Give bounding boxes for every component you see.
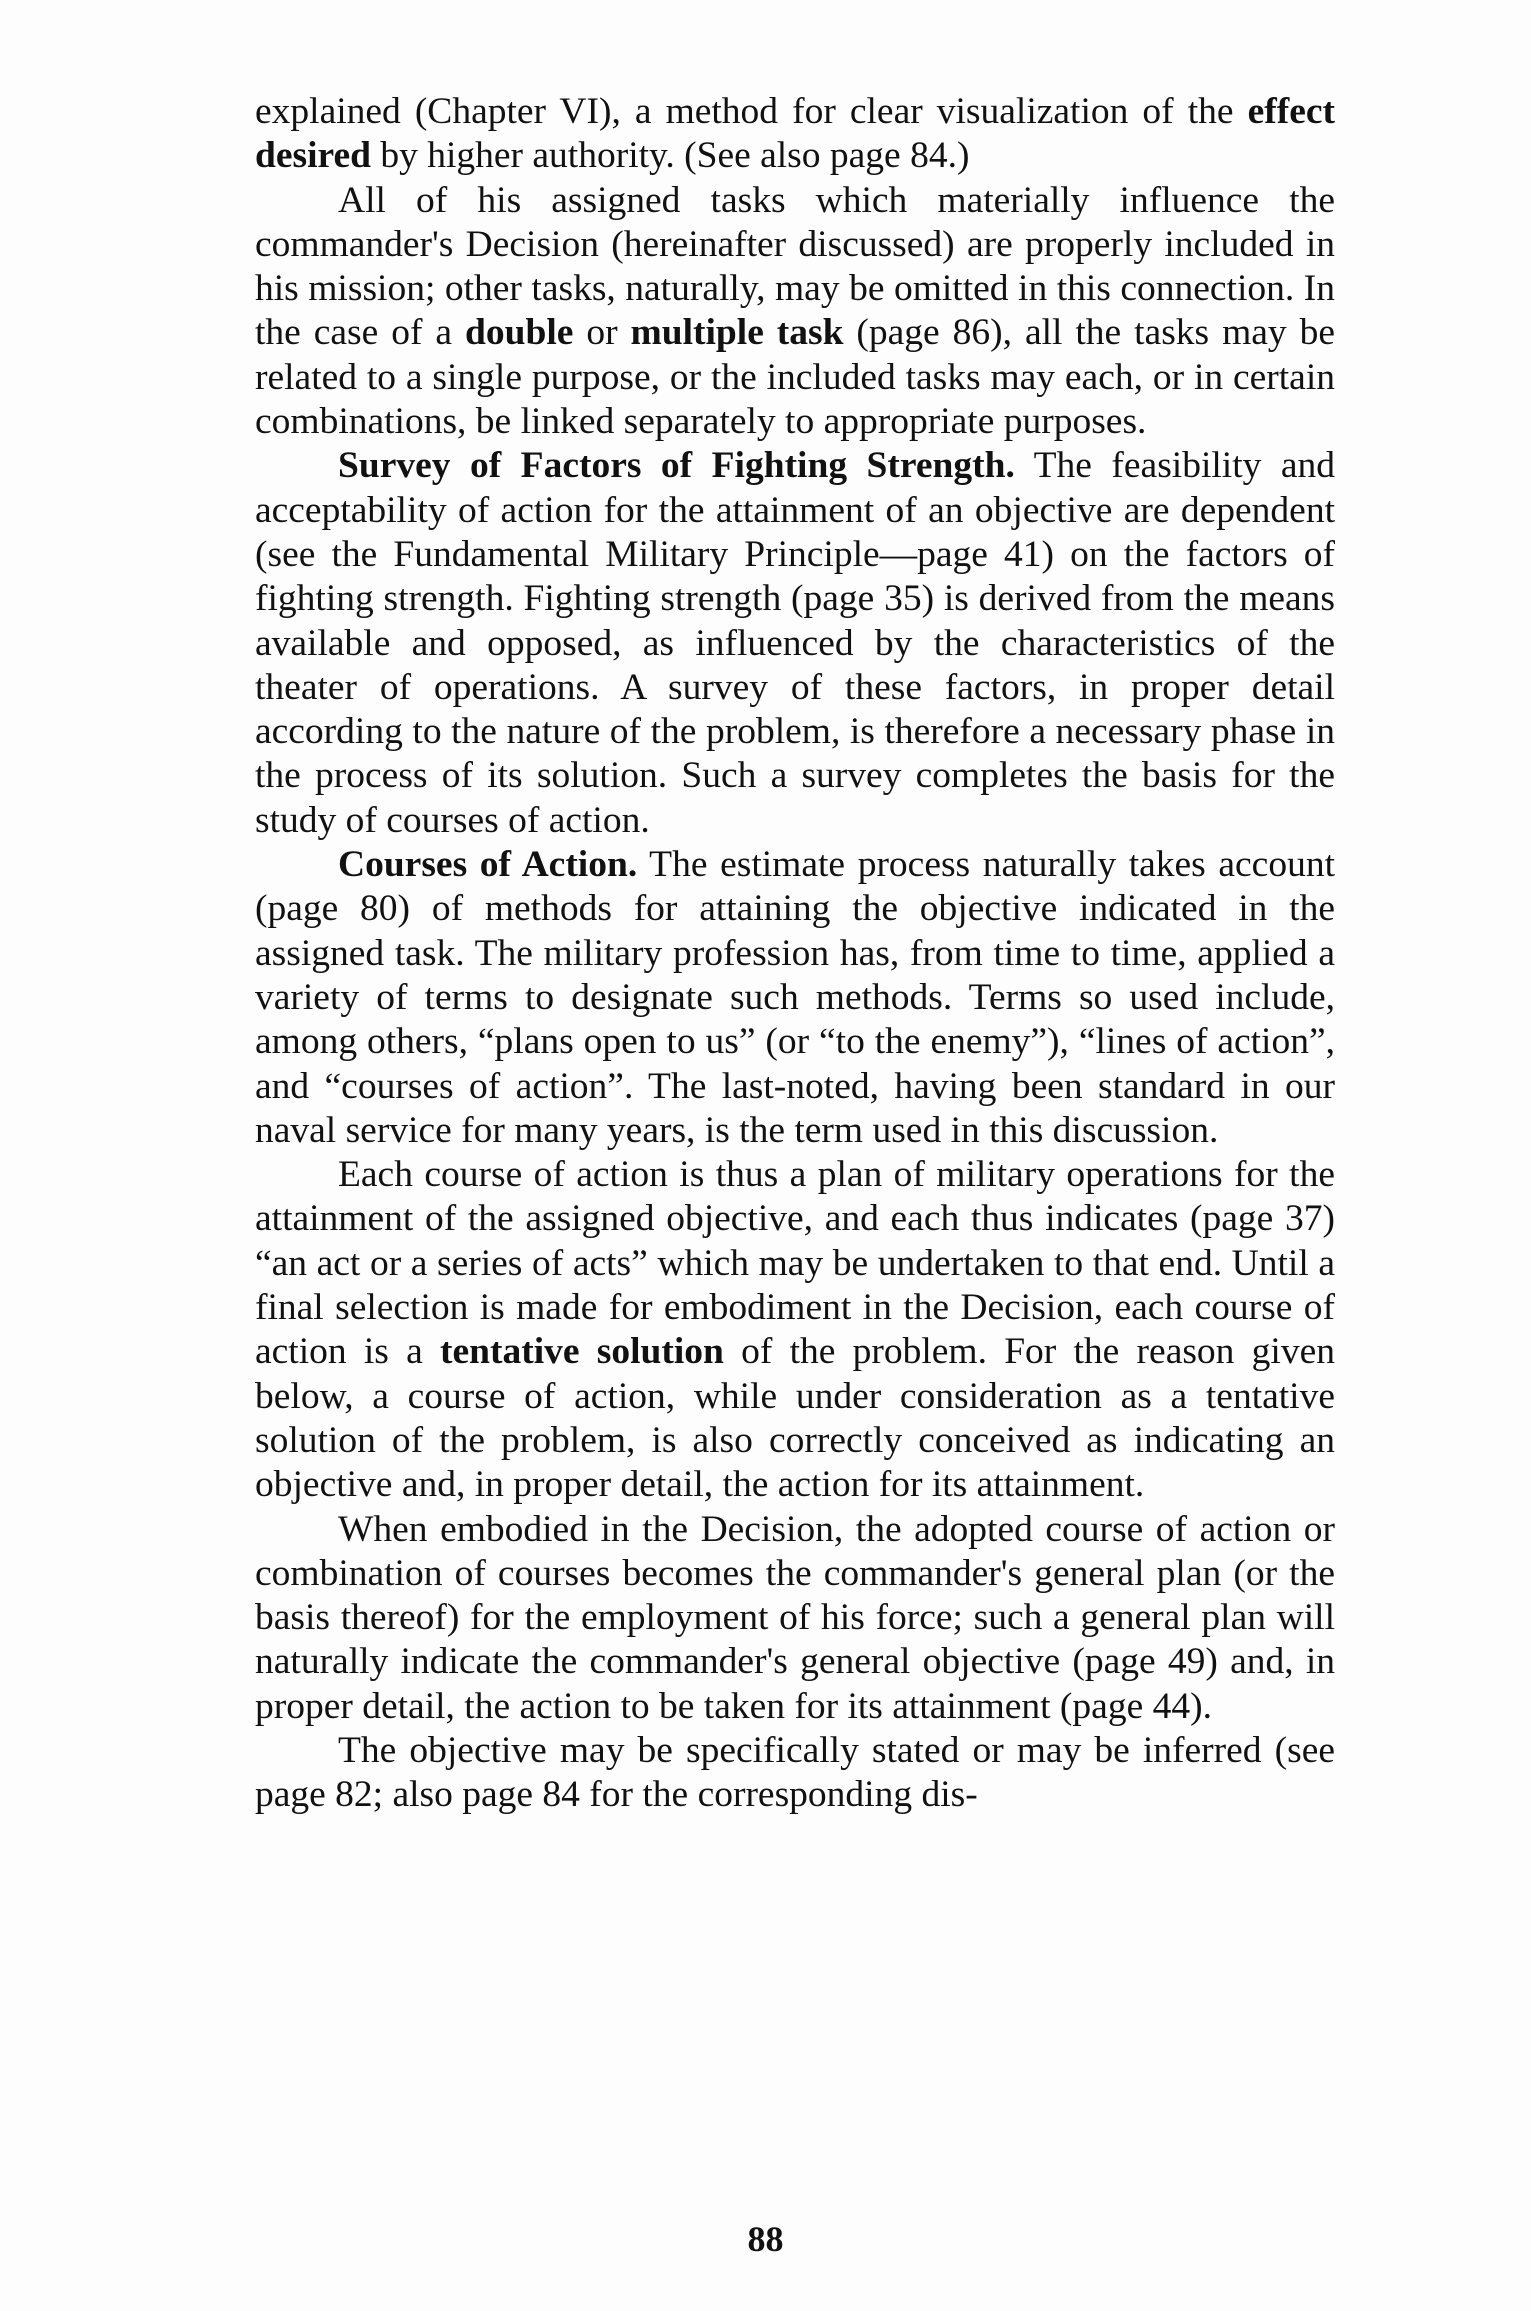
paragraph: When embodied in the Decision, the adopted course of action or combination of courses becomes the commander's general plan (or the basis thereof) for the employment of his force; such a general plan will naturally indicate the commander's general objective (page 49) and, in proper detail, the action to be taken for its attainment (page 44). [255,1508,1335,1727]
paragraph: Each course of action is thus a plan of military operations for the attainment of the assigned objective, and each thus indicates (page 37) “an act or a series of acts” which may be undertaken to that end. Until a final selection is made for embodiment in the Decision, each course of action is a tentative solution of the problem. For the reason given below, a course of action, while under consideration as a tentative solution of the problem, is also correctly conceived as indicating an objective and, in proper detail, the action for its attainment. [255,1154,1335,1506]
paragraph: The objective may be specifically stated or may be inferred (see page 82; also page 84 for the corresponding dis- [255,1729,1335,1816]
body-text [255,90,1335,1818]
paragraph: explained (Chapter VI), a method for clear visualization of the effect desired by higher authority. (See also page 84.) [255,91,1335,177]
paragraph: All of his assigned tasks which materially influence the commander's Decision (hereinafter discussed) are properly included in his mission; other tasks, naturally, may be omitted in this connection. In the case of a double or multiple task (page 86), all the tasks may be related to a single purpose, or the included tasks may each, or in certain combinations, be linked separately to appropriate purposes. [255,179,1335,443]
paragraph: Survey of Factors of Fighting Strength. The feasibility and acceptability of action for the attainment of an objective are dependent (see the Fundamental Military Principle—page 41) on the factors of fighting strength. Fighting strength (page 35) is derived from the means available and opposed, as influenced by the characteristics of the theater of operations. A survey of these factors, in proper detail according to the nature of the problem, is therefore a necessary phase in the process of its solution. Such a survey completes the basis for the study of courses of action. [255,445,1335,841]
section-heading: Survey of Factors of Fighting Strength. [338,445,1015,487]
paragraph: Courses of Action. The estimate process naturally takes account (page 80) of methods for attaining the objective indicated in the assigned task. The military profession has, from time to time, applied a variety of terms to designate such methods. Terms so used include, among others, “plans open to us” (or “to the enemy”), “lines of action”, and “courses of action”. The last-noted, having been standard in our naval service for many years, is the term used in this discussion. [255,844,1335,1151]
section-heading: Courses of Action. [338,844,638,886]
page-number: 88 [747,2219,784,2259]
